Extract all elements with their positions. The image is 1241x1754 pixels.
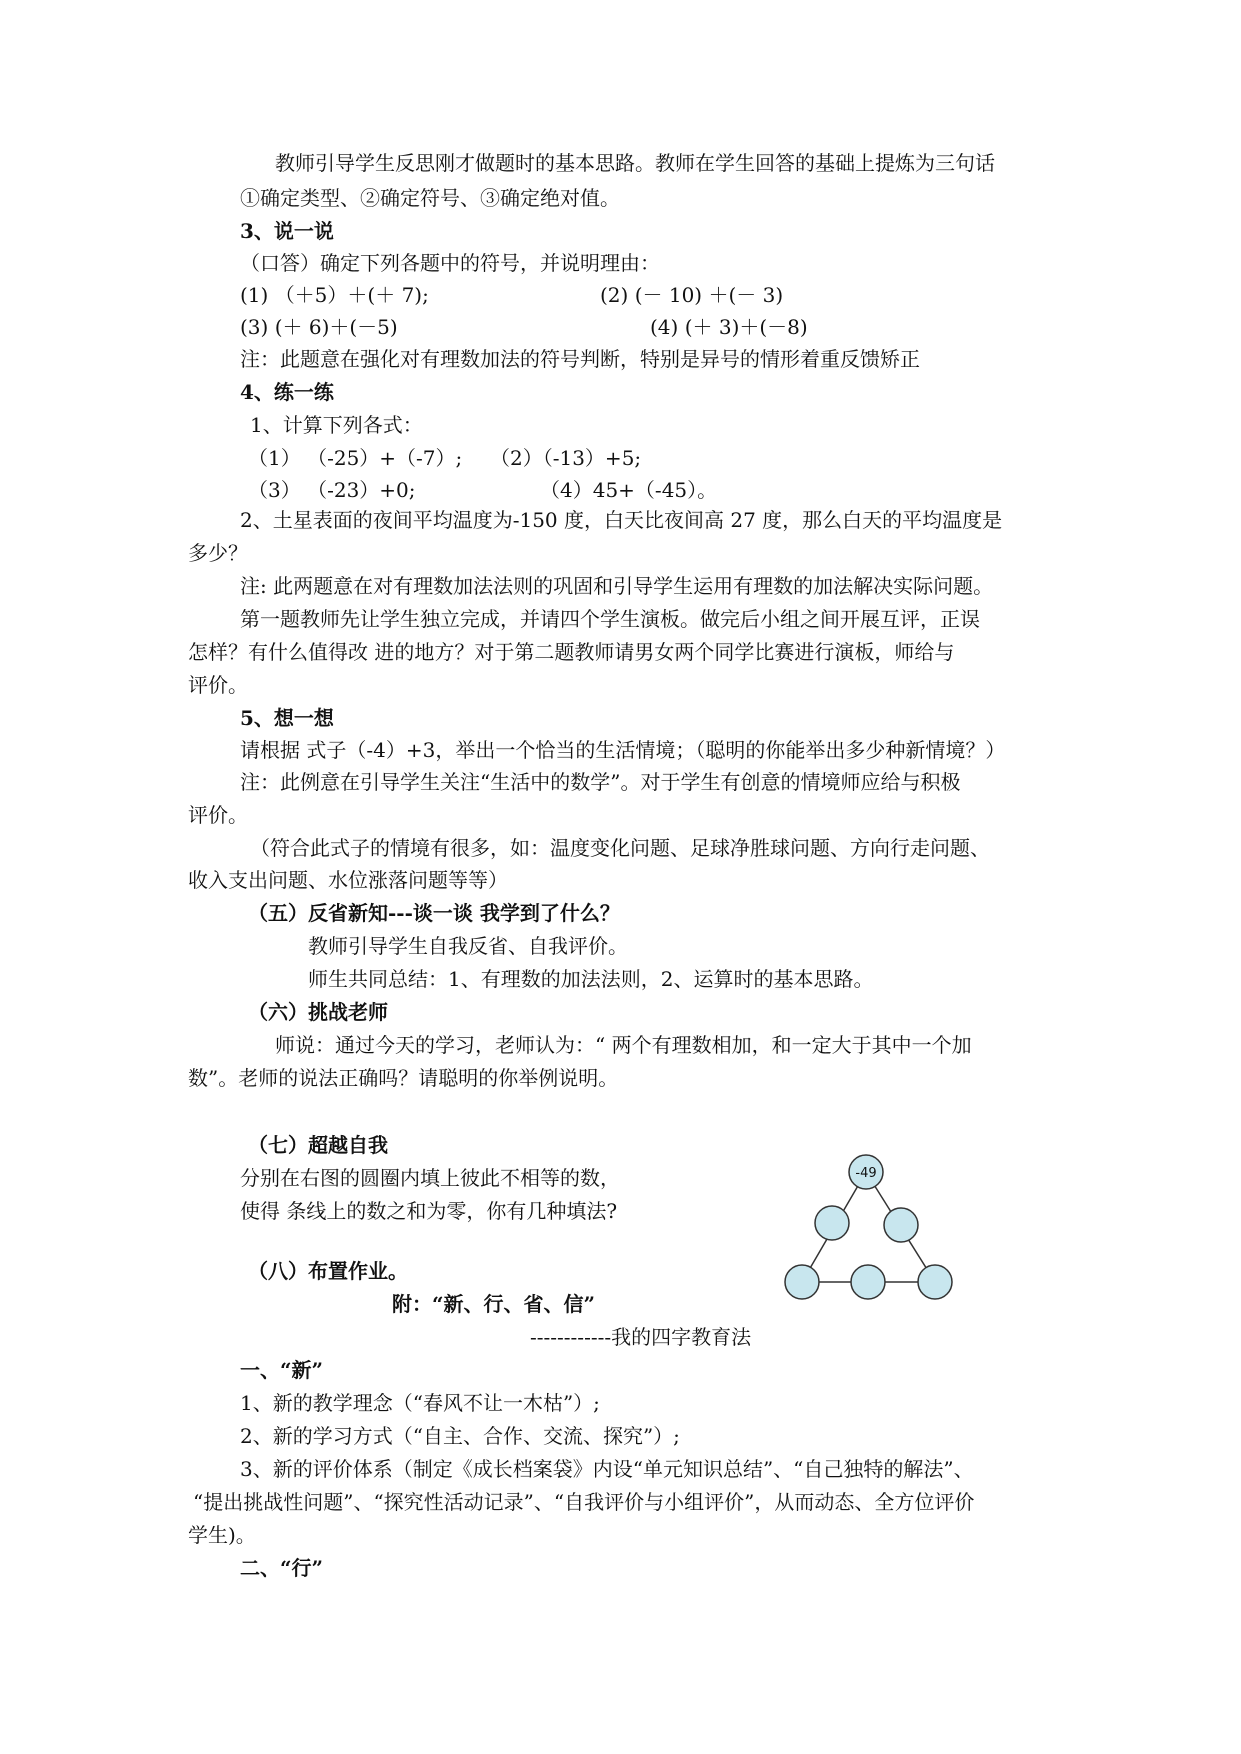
list-item: 2、新的学习方式（“自主、合作、交流、探究”）;: [240, 1424, 680, 1448]
paragraph-line: 请根据 式子（-4）+3，举出一个恰当的生活情境；（聪明的你能举出多少种新情境？）: [240, 738, 1006, 762]
circle-mid-right: [884, 1208, 918, 1242]
appendix-title: 附：“新、行、省、信”: [392, 1292, 596, 1316]
exercise-item: （1） （-25）+（-7）;: [248, 446, 463, 470]
paragraph-line: 使得 条线上的数之和为零，你有几种填法?: [240, 1199, 618, 1223]
paragraph-line: 数”。老师的说法正确吗？请聪明的你举例说明。: [188, 1066, 619, 1090]
triangle-circle-diagram: [780, 1150, 960, 1300]
paragraph-line: （符合此式子的情境有很多，如：温度变化问题、足球净胜球问题、方向行走问题、: [250, 836, 990, 860]
paragraph-line: 第一题教师先让学生独立完成，并请四个学生演板。做完后小组之间开展互评，正误: [240, 607, 980, 631]
circle-bottom-left: [785, 1265, 819, 1299]
note-line: 注: 此两题意在对有理数加法法则的巩固和引导学生运用有理数的加法解决实际问题。: [240, 574, 994, 598]
section-heading: （八）布置作业。: [248, 1259, 408, 1283]
section-heading: 3、说一说: [240, 219, 334, 243]
paragraph-line: 分别在右图的圆圈内填上彼此不相等的数，: [240, 1166, 620, 1190]
list-item: 3、新的评价体系（制定《成长档案袋》内设“单元知识总结”、“自己独特的解法”、: [240, 1457, 974, 1481]
paragraph-line: （口答）确定下列各题中的符号，并说明理由：: [240, 251, 660, 275]
section-heading: （六）挑战老师: [248, 1000, 388, 1024]
exercise-item: (2) (－ 10) ＋(－ 3): [600, 283, 784, 307]
exercise-item: (1) （＋5）＋(＋ 7);: [240, 283, 429, 307]
exercise-item: (4) (＋ 3)＋(－8): [650, 315, 808, 339]
paragraph-line: 怎样？有什么值得改 进的地方？对于第二题教师请男女两个同学比赛进行演板，师给与: [188, 640, 955, 664]
paragraph-line: 教师引导学生自我反省、自我评价。: [308, 934, 628, 958]
paragraph-line: 1、计算下列各式：: [250, 413, 423, 437]
circle-mid-left: [815, 1206, 849, 1240]
paragraph-line: ①确定类型、②确定符号、③确定绝对值。: [240, 186, 620, 210]
section-heading: （五）反省新知---谈一谈 我学到了什么？: [248, 901, 620, 925]
section-heading: （七）超越自我: [248, 1133, 388, 1157]
exercise-item: （3） （-23）+0;: [248, 478, 416, 502]
section-heading: 5、想一想: [240, 706, 334, 730]
circle-top-value: -49: [855, 1166, 877, 1181]
section-heading: 4、练一练: [240, 380, 334, 404]
paragraph-line: 师生共同总结：1、有理数的加法法则，2、运算时的基本思路。: [308, 967, 874, 991]
list-item: 1、新的教学理念（“春风不让一木枯”）;: [240, 1391, 600, 1415]
paragraph-line: 评价。: [188, 673, 248, 697]
note-line: 注：此题意在强化对有理数加法的符号判断，特别是异号的情形着重反馈矫正: [240, 347, 920, 371]
section-heading: 一、“新”: [240, 1358, 324, 1382]
exercise-item: （2）（-13）+5;: [490, 446, 642, 470]
circle-bottom-right: [918, 1265, 952, 1299]
appendix-subtitle: ------------我的四字教育法: [530, 1325, 752, 1349]
circle-bottom-middle: [851, 1265, 885, 1299]
section-heading: 二、“行”: [240, 1556, 324, 1580]
list-item: 学生)。: [188, 1523, 256, 1547]
exercise-item: （4）45+（-45）。: [540, 478, 718, 502]
paragraph-line: 2、土星表面的夜间平均温度为-150 度，白天比夜间高 27 度，那么白天的平均温度是: [240, 508, 1003, 532]
note-line: 注：此例意在引导学生关注“生活中的数学”。对于学生有创意的情境师应给与积极: [240, 770, 961, 794]
paragraph-line: 师说：通过今天的学习，老师认为：“ 两个有理数相加，和一定大于其中一个加: [275, 1033, 972, 1057]
paragraph-line: 多少？: [188, 541, 248, 565]
exercise-item: (3) (＋ 6)＋(－5): [240, 315, 398, 339]
paragraph-line: 教师引导学生反思刚才做题时的基本思路。教师在学生回答的基础上提炼为三句话: [275, 151, 995, 175]
paragraph-line: 收入支出问题、水位涨落问题等等）: [188, 868, 508, 892]
note-line: 评价。: [188, 803, 248, 827]
list-item: “提出挑战性问题”、“探究性活动记录”、“自我评价与小组评价”，从而动态、全方位评价: [193, 1490, 975, 1514]
